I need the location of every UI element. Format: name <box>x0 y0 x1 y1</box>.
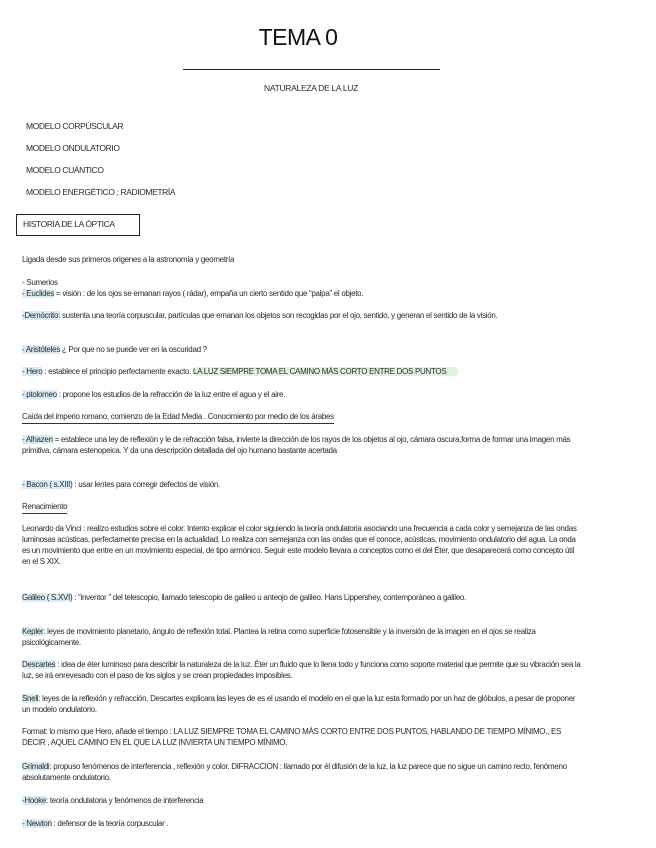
name-grimaldi: Grimaldi <box>22 762 50 771</box>
name-aristoteles: - Aristóteles <box>22 345 60 354</box>
entry-descartes <box>22 659 582 681</box>
entry-snell <box>22 693 582 715</box>
entry-leonardo: Leonardo da Vinci : realizo estudios sobre el color. Intento explicar el color siguiendo la teoría ondulatoria asociando una frecuencia a cada color y semejanza de las ondas luminosas acústicas, perfectamente precisa en la actualidad. Lo realiza con semejanza con las ondas que el conoce, acústicas, movimiento ondulatorio del agua. La onda es un movimiento que entre en un movimiento especial, de tipo armónico. Seguir este modelo llevara a conceptos como el del Éter, que desaparecerá como concepto útil en el S XIX. <box>22 524 577 566</box>
entry-alhazen <box>22 434 582 456</box>
text-snell: : leyes de la reflexión y refracción. Descartes explicara las leyes de es el usando el modelo en el que la luz esta formado por un haz de glóbulos, a pesar de proponer un modelo ondulatorio. <box>22 694 576 714</box>
name-hooke: -Hooke <box>22 796 46 805</box>
name-snell: Snell <box>22 694 39 703</box>
name-kepler: Kepler <box>22 627 44 636</box>
entry-newton <box>22 818 582 829</box>
name-democrito: -Demócrito: <box>22 311 61 320</box>
entry-aristoteles <box>22 344 582 355</box>
section-renacimiento: Renacimiento <box>22 501 67 514</box>
name-descartes: Descartes <box>22 660 56 669</box>
entry-sumerios: - Sumerios <box>22 278 58 287</box>
hero-principle-highlight: LA LUZ SIEMPRE TOMA EL CAMINO MÁS CORTO ENTRE DOS PUNTOS <box>193 367 458 376</box>
model-item: MODELO CUÁNTICO <box>26 165 104 175</box>
name-newton: - Newton <box>22 819 52 828</box>
model-list <box>26 118 175 206</box>
name-bacon: - Bacon ( s.XIII) <box>22 480 73 489</box>
name-hero: - Hero <box>22 367 43 376</box>
name-alhazen: - Alhazen <box>22 435 53 444</box>
text-bacon: : usar lentes para corregir defectos de visión. <box>72 480 220 489</box>
name-ptolomeo: - ptolomeo <box>22 390 57 399</box>
text-democrito: sustenta una teoría corpuscular, partículas que emanan los objetos son recogidas por el ojo, sentido, y generan el sentido de la visión. <box>60 311 498 320</box>
page-title: TEMA 0 <box>258 24 338 50</box>
entry-kepler <box>22 626 582 648</box>
entry-hero <box>22 366 582 377</box>
text-euclides: = visión : de los ojos se emanan rayos ( rádar), empaña un cierto sentido que “palpa” el objeto. <box>54 289 364 298</box>
text-alhazen: = establece una ley de reflexión y le de refracción falsa, invierte la dirección de los rayos de los objetos al ojo, cámara oscura,forma de formar una imagen más primitiva, cámara estenopeica. Y da una descripción detallada del ojo humano bastante acertada <box>22 435 571 455</box>
intro-paragraph: Ligada desde sus primeros origenes a la astronomía y geometría <box>22 255 235 264</box>
history-heading: HISTORIA DE LA ÓPTICA <box>16 214 140 236</box>
text-descartes: : idea de éter luminoso para describir la naturaleza de la luz. Éter un fluido que lo llena todo y funciona como soporte material que permite que su vibración sea la luz, se irá enrevesado con el paso de los siglos y se crean propiedades imposibles. <box>22 660 581 680</box>
model-item: MODELO CORPÚSCULAR <box>26 121 124 131</box>
entry-grimaldi <box>22 761 582 783</box>
text-galileo: : “inventor ” del telescopio, llamado telescopio de galileo u anteojo de galileo. Hans Lippershey, contemporáneo a galileo. <box>72 593 466 602</box>
name-galileo: Galileo ( S.XVI) <box>22 593 73 602</box>
section-edad-media: Caída del imperio romano, comienzo de la Edad Media . Conocimiento por medio de los árabes <box>22 411 334 424</box>
text-newton: : defensor de la teoría corpuscular . <box>51 819 169 828</box>
title-divider <box>183 69 440 70</box>
text-aristoteles: ¿ Por que no se puede ver en la oscuridad ? <box>59 345 207 354</box>
entry-euclides <box>22 288 582 299</box>
name-euclides: - Euclides <box>22 289 55 298</box>
entry-galileo <box>22 592 582 603</box>
text-hooke: : teoría ondulatoria y fenómenos de interferencia <box>46 796 204 805</box>
text-hero: : establece el principio perfectamente exacto. <box>42 367 194 376</box>
entry-democrito <box>22 310 582 321</box>
text-kepler: : leyes de movimiento planetario, ángulo de reflexión total. Plantea la retina como superficie fotosensible y la inversión de la imagen en el ojos se realiza psicológicamente. <box>22 627 536 647</box>
model-item: MODELO ENERGÉTICO ; RADIOMETRÍA <box>26 187 176 197</box>
text-ptolomeo: : propone los estudios de la refracción de la luz entre el agua y el aire. <box>56 390 286 399</box>
entry-ptolomeo <box>22 389 582 400</box>
entry-format: Format: lo mismo que Hero, añade el tiempo : LA LUZ SIEMPRE TOMA EL CAMINO MÁS CORTO ENTRE DOS PUNTOS, HABLANDO DE TIEMPO MÍNIMO., ES DECIR , AQUEL CAMINO EN EL QUE LA LUZ INVIERTA UN TIEMPO MÍNIMO. <box>22 727 562 747</box>
entry-hooke <box>22 795 582 806</box>
entry-bacon <box>22 479 582 490</box>
text-grimaldi: : propuso fenómenos de interferencia , reflexión y color. DIFRACCION : llamado por él difusión de la luz, la luz parece que no sigue un camino recto, fenómeno absolutamente ondulatorio. <box>22 762 567 782</box>
page-subtitle: NATURALEZA DE LA LUZ <box>264 83 358 93</box>
model-item: MODELO ONDULATORIO <box>26 143 120 153</box>
